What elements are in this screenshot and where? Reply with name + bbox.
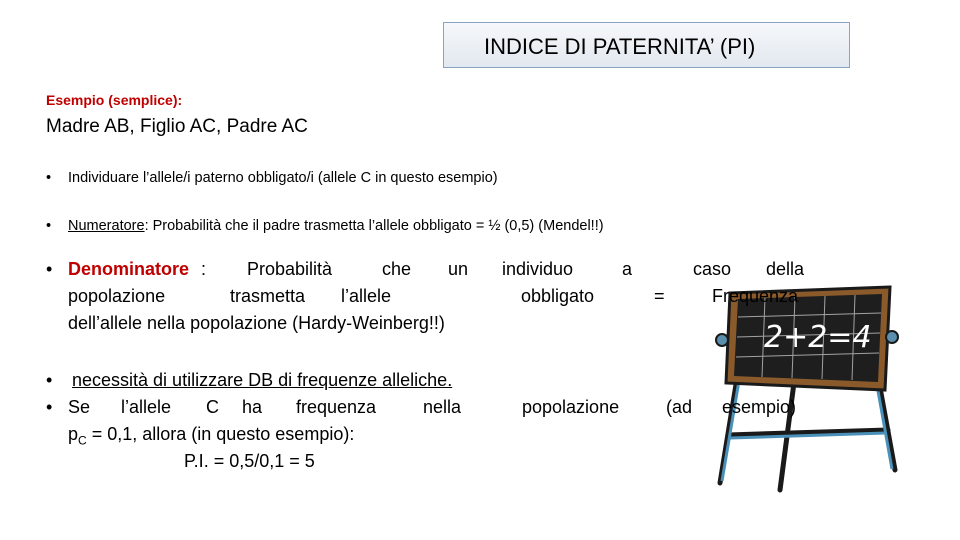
- example-heading: Madre AB, Figlio AC, Padre AC: [46, 116, 308, 137]
- chalk-writing: 2+2=4: [764, 320, 872, 355]
- bullet-se-allele: • Se l’allele C ha frequenza nella popolazione (ad esempio) $p_C = 0,1$, allora (in questo esempio): P.I. = 0,5/0,1 = 5: [46, 394, 816, 475]
- denominatore-line3: dell’allele nella popolazione (Hardy-Weinberg!!): [68, 313, 445, 333]
- result-line: P.I. = 0,5/0,1 = 5: [184, 451, 315, 471]
- example-subtitle: Esempio (semplice):: [46, 92, 183, 108]
- denominatore-term: Denominatore: [68, 259, 190, 279]
- bullet-dot: •: [46, 259, 53, 279]
- bullet-necessita: [46, 367, 816, 394]
- bullet-individuare: [46, 170, 498, 186]
- numeratore-term: Numeratore: [68, 218, 145, 234]
- necessita-text: necessità di utilizzare DB di frequenze alleliche.: [72, 370, 453, 390]
- numeratore-text: : Probabilità che il padre trasmetta l’allele obbligato = ½ (0,5) (Mendel!!): [144, 218, 604, 234]
- bullet-dot: •: [46, 218, 52, 234]
- frequency-line: $p_C = 0,1$, allora (in questo esempio):: [68, 424, 355, 448]
- bullet-dot: •: [46, 170, 52, 186]
- board-knob-right: [886, 331, 898, 343]
- slide-title: INDICE DI PATERNITA’ (PI): [484, 34, 756, 59]
- bullet-individuare-text: Individuare l’allele/i paterno obbligato/i (allele C in questo esempio): [68, 170, 498, 186]
- bullet-denominatore: • Denominatore : Probabilità che un individuo a caso della popolazione trasmetta l’allele obbligato = Frequenza dell’allele nella popolazione (Hardy-Weinberg!!): [46, 256, 816, 337]
- bullet-dot: •: [46, 370, 53, 390]
- bullet-numeratore: [46, 218, 604, 234]
- bullet-dot: •: [46, 397, 53, 417]
